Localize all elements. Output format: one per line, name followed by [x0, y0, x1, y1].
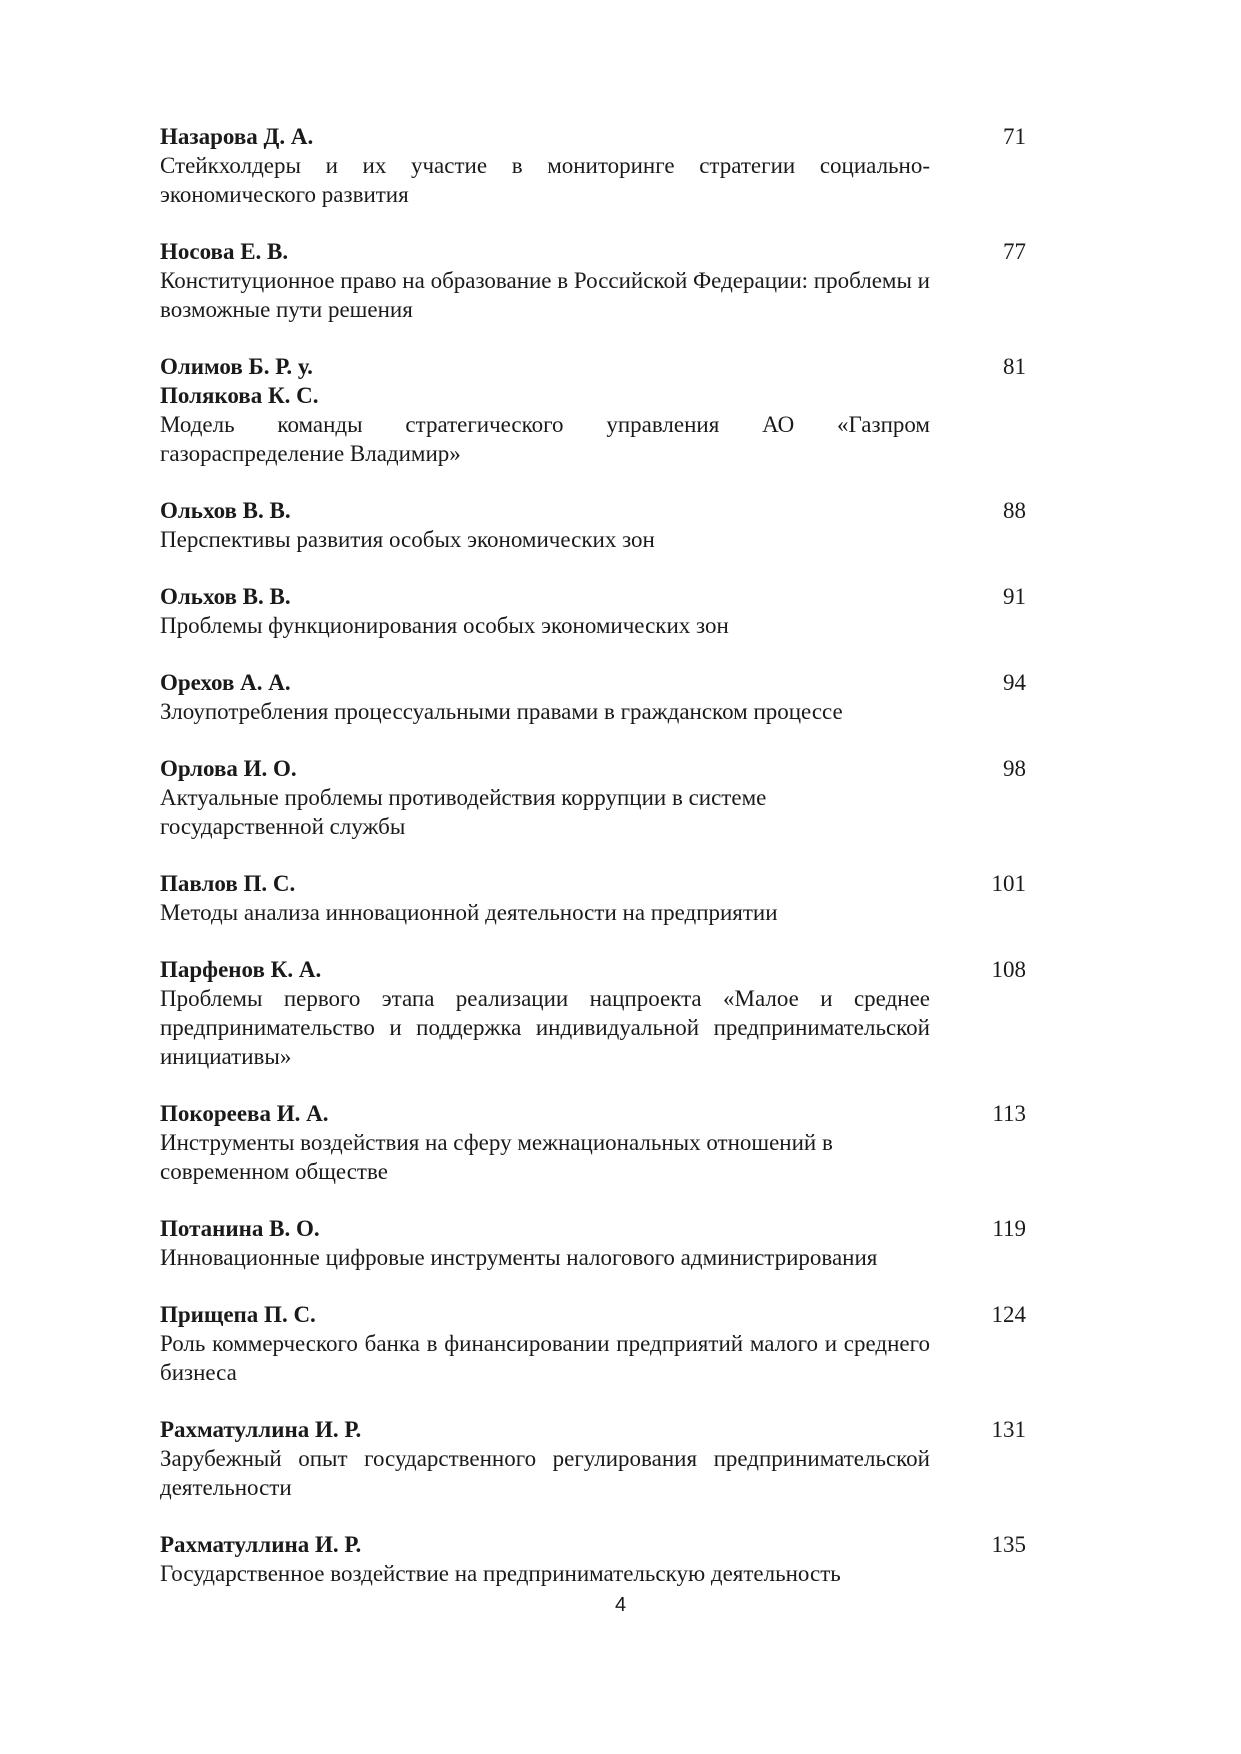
author-name: Рахматуллина И. Р. — [160, 1532, 362, 1557]
author-name: Олимов Б. Р. у. — [160, 354, 313, 379]
article-title: Модель команды стратегического управления АО «Газпром газораспределение Владимир» — [160, 412, 930, 466]
page-reference: 113 — [992, 1101, 1026, 1126]
entry-authors — [160, 955, 930, 984]
entry-authors — [160, 122, 930, 151]
article-title: Проблемы первого этапа реализации нацпроекта «Малое и среднее предпринимательство и поддержка индивидуальной предпринимательской инициативы» — [160, 986, 930, 1069]
entry-authors — [160, 582, 930, 611]
entry-authors — [160, 1415, 930, 1444]
author-name: Прищепа П. С. — [160, 1302, 316, 1327]
page-reference: 124 — [991, 1302, 1026, 1327]
author-name: Рахматуллина И. Р. — [160, 1417, 362, 1442]
article-title: Методы анализа инновационной деятельности на предприятии — [160, 900, 778, 925]
page-reference: 71 — [1003, 124, 1026, 149]
entry-authors — [160, 237, 930, 266]
article-title: Роль коммерческого банка в финансировании предприятий малого и среднего бизнеса — [160, 1331, 930, 1385]
article-title: Инструменты воздействия на сферу межнациональных отношений в современном обществе — [160, 1130, 833, 1184]
entry-authors — [160, 352, 930, 410]
article-title: Злоупотребления процессуальными правами в гражданском процессе — [160, 699, 843, 724]
page-reference: 88 — [1003, 498, 1026, 523]
entry-authors — [160, 1530, 930, 1559]
table-of-contents — [160, 122, 1026, 1588]
author-name: Ольхов В. В. — [160, 498, 291, 523]
page-number-footer: 4 — [614, 1594, 627, 1616]
toc-entry — [160, 582, 1026, 640]
toc-entry — [160, 1530, 1026, 1588]
author-name: Назарова Д. А. — [160, 124, 314, 149]
article-title: Зарубежный опыт государственного регулирования предпринимательской деятельности — [160, 1446, 930, 1500]
article-title: Актуальные проблемы противодействия коррупции в системе государственной службы — [160, 785, 767, 839]
author-name: Орехов А. А. — [160, 670, 291, 695]
entry-authors — [160, 754, 930, 783]
page-reference: 135 — [991, 1532, 1026, 1557]
author-name: Павлов П. С. — [160, 871, 296, 896]
entry-authors — [160, 1300, 930, 1329]
toc-entry — [160, 754, 1026, 841]
author-name: Покореева И. А. — [160, 1101, 329, 1126]
article-title: Инновационные цифровые инструменты налогового администрирования — [160, 1245, 878, 1270]
toc-entry — [160, 1415, 1026, 1502]
entry-authors — [160, 1214, 930, 1243]
author-name: Парфенов К. А. — [160, 957, 322, 982]
page-reference: 94 — [1003, 670, 1026, 695]
page-reference: 91 — [1003, 584, 1026, 609]
toc-entry — [160, 1300, 1026, 1387]
toc-entry — [160, 1099, 1026, 1186]
page-reference: 81 — [1003, 354, 1026, 379]
toc-entry — [160, 1214, 1026, 1272]
article-title: Проблемы функционирования особых экономических зон — [160, 613, 729, 638]
author-name: Ольхов В. В. — [160, 584, 291, 609]
toc-entry — [160, 122, 1026, 209]
entry-authors — [160, 668, 930, 697]
entry-authors — [160, 1099, 930, 1128]
page-reference: 77 — [1003, 239, 1026, 264]
article-title: Конституционное право на образование в Российской Федерации: проблемы и возможные пути решения — [160, 268, 930, 322]
page-reference: 98 — [1003, 756, 1026, 781]
author-name: Носова Е. В. — [160, 239, 289, 264]
toc-entry — [160, 496, 1026, 554]
entry-authors — [160, 496, 930, 525]
page-reference: 131 — [991, 1417, 1026, 1442]
article-title: Стейкхолдеры и их участие в мониторинге стратегии социально-экономического развития — [160, 153, 930, 207]
entry-authors — [160, 869, 930, 898]
article-title: Перспективы развития особых экономических зон — [160, 527, 655, 552]
author-name: Потанина В. О. — [160, 1216, 320, 1241]
page-reference: 119 — [992, 1216, 1026, 1241]
page-reference: 108 — [991, 957, 1026, 982]
author-name: Полякова К. С. — [160, 383, 319, 408]
author-name: Орлова И. О. — [160, 756, 297, 781]
toc-entry — [160, 869, 1026, 927]
article-title: Государственное воздействие на предпринимательскую деятельность — [160, 1561, 841, 1586]
toc-entry — [160, 237, 1026, 324]
toc-entry — [160, 668, 1026, 726]
page-reference: 101 — [991, 871, 1026, 896]
toc-entry — [160, 955, 1026, 1071]
toc-entry — [160, 352, 1026, 468]
